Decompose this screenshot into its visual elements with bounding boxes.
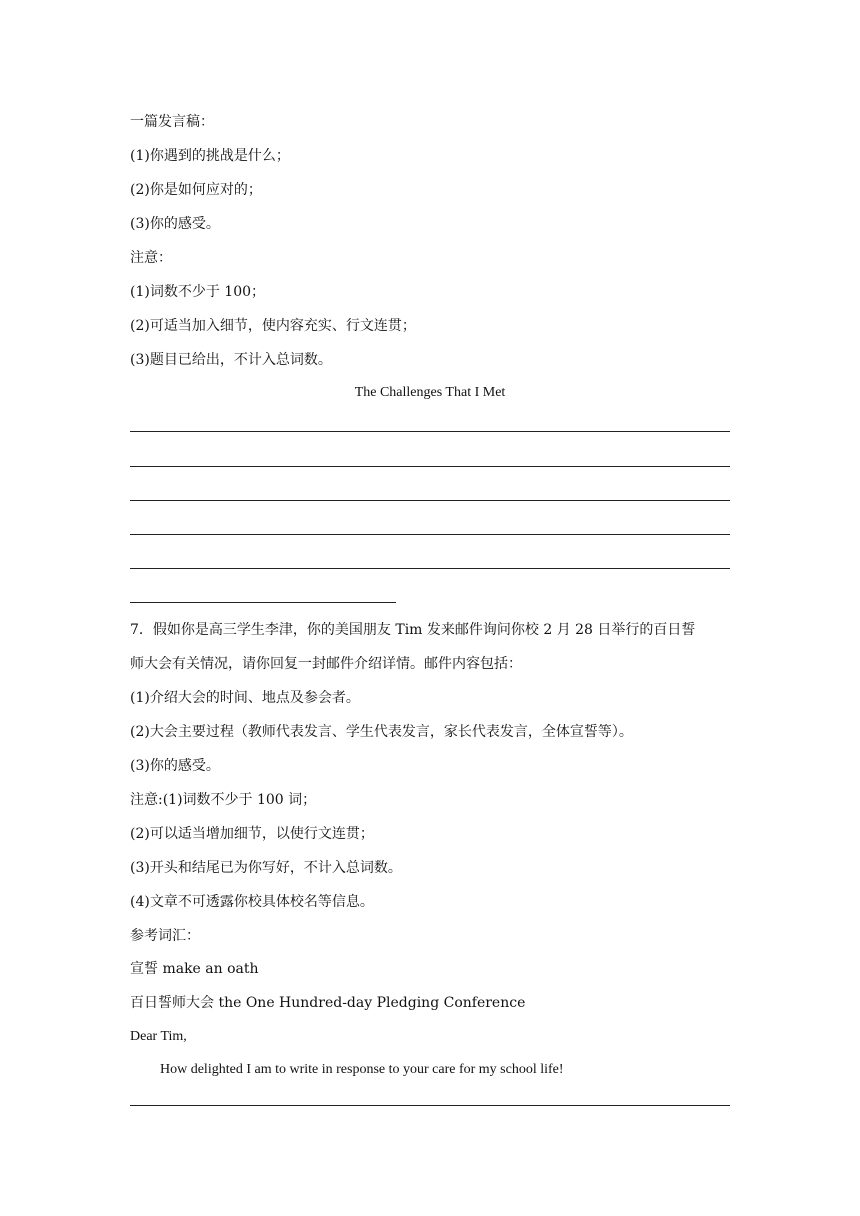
writing-line-short [130,602,396,603]
vocab-item-2: 百日誓师大会 the One Hundred-day Pledging Conference [130,995,526,1011]
writing-line [130,500,730,501]
vocab-label: 参考词汇： [130,928,200,944]
note-item-1: (1)词数不少于 100； [130,284,266,300]
question-7-prompt-line-1: 7．假如你是高三学生李津，你的美国朋友 Tim 发来邮件询问你校 2 月 28 日举行的百日誓 [130,622,696,638]
content-item-3: (3)你的感受。 [130,758,220,774]
notes-first-line: 注意:(1)词数不少于 100 词； [130,792,317,808]
requirement-item-1: (1)你遇到的挑战是什么； [130,148,290,164]
note-item-2: (2)可以适当增加细节，以使行文连贯； [130,826,374,842]
note-item-4: (4)文章不可透露你校具体校名等信息。 [130,894,374,910]
note-item-3: (3)开头和结尾已为你写好，不计入总词数。 [130,860,402,876]
notes-label: 注意： [130,250,172,266]
writing-line [130,1105,730,1106]
speech-intro: 一篇发言稿： [130,114,214,130]
writing-line [130,568,730,569]
requirement-item-3: (3)你的感受。 [130,216,220,232]
letter-salutation: Dear Tim, [130,1029,187,1044]
writing-line [130,431,730,432]
note-item-2: (2)可适当加入细节，使内容充实、行文连贯； [130,318,416,334]
note-item-3: (3)题目已给出，不计入总词数。 [130,352,332,368]
essay-title: The Challenges That I Met [354,385,506,400]
requirement-item-2: (2)你是如何应对的； [130,182,262,198]
content-item-2: (2)大会主要过程（教师代表发言、学生代表发言，家长代表发言，全体宣誓等）。 [130,724,633,740]
content-item-1: (1)介绍大会的时间、地点及参会者。 [130,690,360,706]
vocab-item-1: 宣誓 make an oath [130,961,259,977]
writing-line [130,466,730,467]
letter-opening: How delighted I am to write in response to your care for my school life! [160,1062,564,1077]
writing-line [130,534,730,535]
question-7-prompt-line-2: 师大会有关情况，请你回复一封邮件介绍详情。邮件内容包括： [130,656,522,672]
